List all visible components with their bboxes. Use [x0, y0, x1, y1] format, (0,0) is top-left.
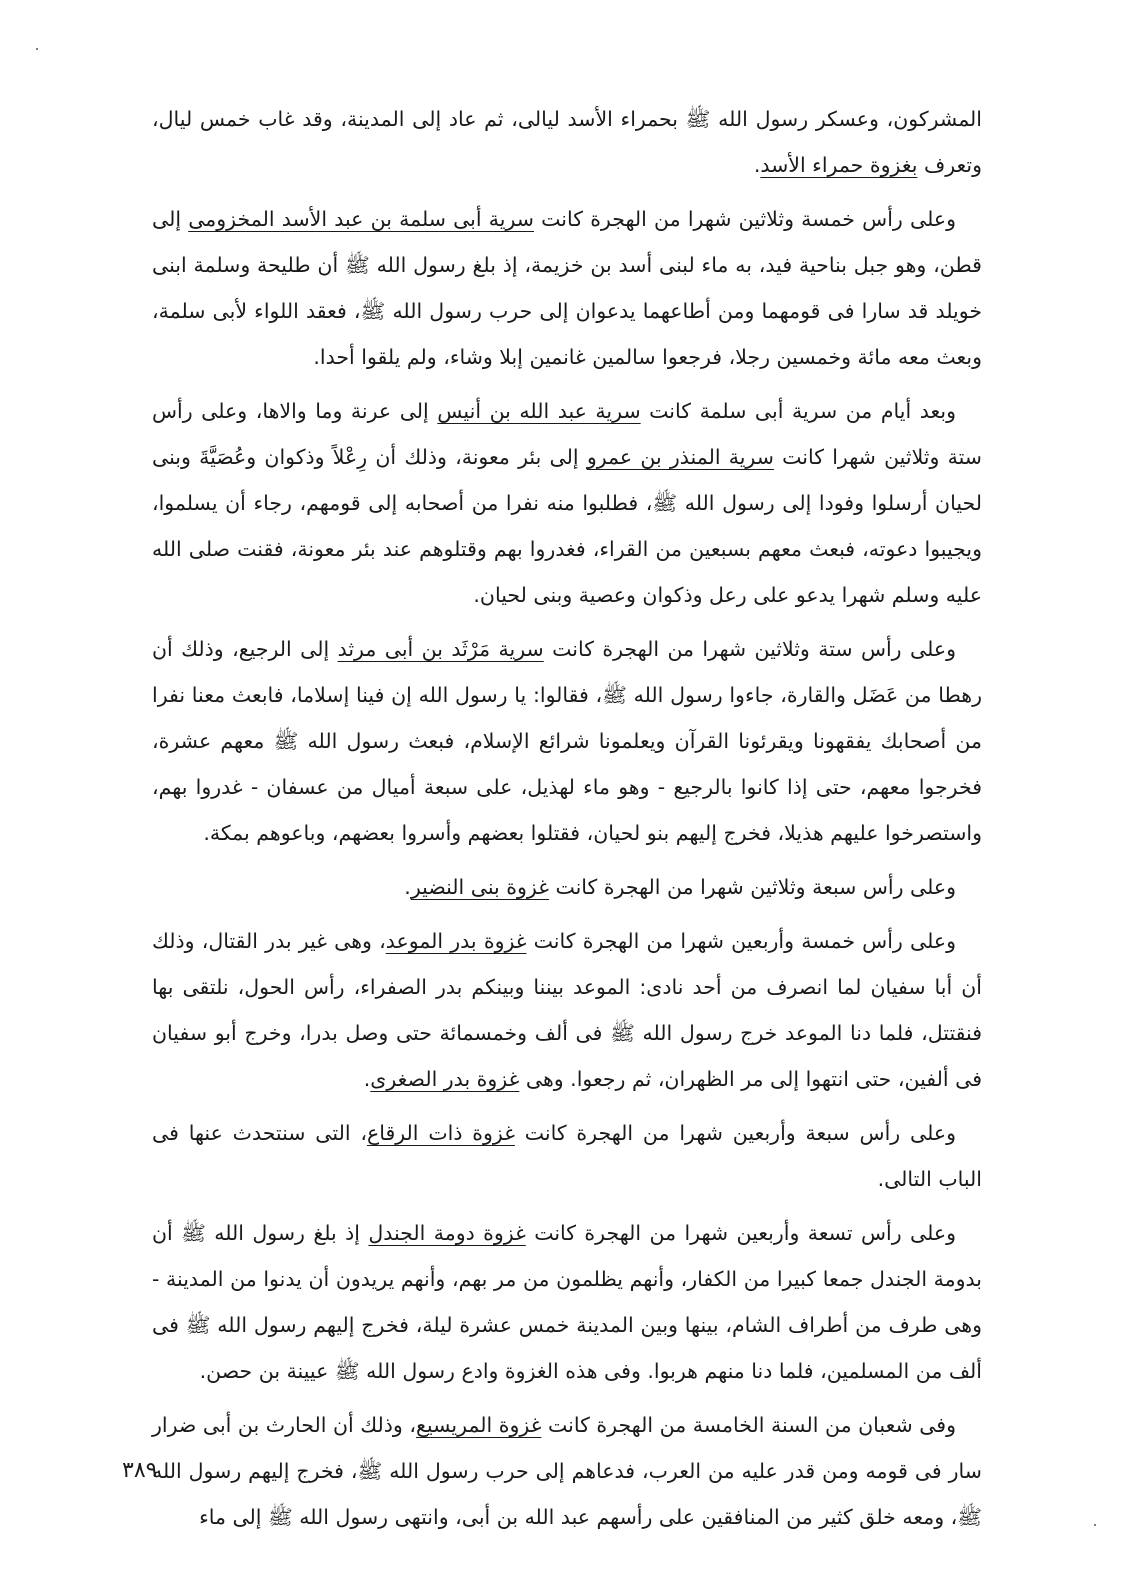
underlined-term: سرية أبى سلمة بن عبد الأسد المخزومى	[188, 207, 534, 231]
text-run: إلى قطن، وهو جبل بناحية فيد، به ماء لبنى أسد بن خزيمة، إذ بلغ رسول الله ﷺ أن طليحة وسلمة ابنى خويلد قد سارا فى قومهما ومن أطاعهما يدعوان إلى حرب رسول الله ﷺ، فعقد اللواء لأبى سلمة، وبعث معه مائة وخمسين رجلا، فرجعوا سالمين غانمين إبلا وشاء، ولم يلقوا أحدا.	[152, 207, 982, 369]
page-number: ٣٨٩	[122, 1458, 158, 1483]
underlined-term: غزوة دومة الجندل	[368, 1221, 526, 1245]
text-run: وفى شعبان من السنة الخامسة من الهجرة كانت	[541, 1413, 957, 1437]
paragraph	[152, 626, 982, 856]
paragraph	[152, 96, 982, 188]
underlined-term: بغزوة حمراء الأسد	[760, 153, 918, 177]
underlined-term: غزوة بنى النضير	[410, 875, 549, 899]
text-run: إلى الرجيع، وذلك أن رهطا من عَضَل والقارة، جاءوا رسول الله ﷺ، فقالوا: يا رسول الله إن فينا إسلاما، فابعث معنا نفرا من أصحابك يفقهونا ويقرئونا القرآن ويعلمونا شرائع الإسلام، فبعث رسول الله ﷺ معهم عشرة، فخرجوا معهم، حتى إذا كانوا بالرجيع - وهو ماء لهذيل، على سبعة أميال من عسفان - غدروا بهم، واستصرخوا عليهم هذيلا، فخرج إليهم بنو لحيان، فقتلوا بعضهم وأسروا بعضهم، وباعوهم بمكة.	[152, 637, 982, 845]
text-run: وعلى رأس سبعة وأربعين شهرا من الهجرة كانت	[514, 1121, 956, 1145]
paragraph	[152, 1110, 982, 1202]
text-run: ، التى سنتحدث عنها فى الباب التالى.	[152, 1121, 982, 1191]
paragraph	[152, 388, 982, 618]
paragraph	[152, 1210, 982, 1394]
underlined-term: غزوة المريسيع	[416, 1413, 542, 1437]
scan-speck	[1094, 1524, 1096, 1526]
text-run: المشركون، وعسكر رسول الله ﷺ بحمراء الأسد ليالى، ثم عاد إلى المدينة، وقد غاب خمس ليال، وتعرف	[152, 107, 982, 177]
underlined-term: سرية المنذر بن عمرو	[586, 445, 774, 469]
text-run: وعلى رأس ستة وثلاثين شهرا من الهجرة كانت	[543, 637, 956, 661]
scan-speck	[36, 48, 38, 50]
paragraph	[152, 918, 982, 1102]
text-run: وعلى رأس تسعة وأربعين شهرا من الهجرة كانت	[525, 1221, 957, 1245]
text-run: إلى بئر معونة، وذلك أن رِعْلاً وذكوان وعُصَيَّةَ وبنى لحيان أرسلوا وفودا إلى رسول الله ﷺ، فطلبوا منه نفرا من أصحابه إلى قومهم، رجاء أن يسلموا، ويجيبوا دعوته، فبعث معهم بسبعين من القراء، فغدروا بهم وقتلوهم عند بئر معونة، فقنت صلى الله عليه وسلم شهرا يدعو على رعل وذكوان وعصية وبنى لحيان.	[152, 445, 982, 607]
underlined-term: غزوة بدر الصغرى	[370, 1067, 520, 1091]
text-run: وعلى رأس خمسة وأربعين شهرا من الهجرة كانت	[526, 929, 956, 953]
paragraph	[152, 196, 982, 380]
text-run: وبعد أيام من سرية أبى سلمة كانت	[640, 399, 956, 423]
underlined-term: سرية عبد الله بن أنيس	[437, 399, 641, 423]
underlined-term: غزوة بدر الموعد	[385, 929, 527, 953]
text-run: ، وذلك أن الحارث بن أبى ضرار سار فى قومه ومن قدر عليه من العرب، فدعاهم إلى حرب رسول الله ﷺ، فخرج إليهم رسول الله ﷺ، ومعه خلق كثير من المنافقين على رأسهم عبد الله بن أبى، وانتهى رسول الله ﷺ إلى ماء	[152, 1413, 982, 1529]
text-run: وعلى رأس سبعة وثلاثين شهرا من الهجرة كانت	[548, 875, 956, 899]
paragraph	[152, 1402, 982, 1540]
underlined-term: سرية مَرْثَد بن أبى مرثد	[337, 637, 544, 661]
underlined-term: غزوة ذات الرقاع	[366, 1121, 515, 1145]
text-run: إلى عرنة وما والاها، وعلى رأس ستة وثلاثين شهرا كانت	[152, 399, 982, 469]
text-run: وعلى رأس خمسة وثلاثين شهرا من الهجرة كانت	[533, 207, 956, 231]
text-run: .	[753, 153, 761, 177]
page-body	[152, 96, 982, 1548]
paragraph	[152, 864, 982, 910]
text-run: ، وهى غير بدر القتال، وذلك أن أبا سفيان لما انصرف من أحد نادى: الموعد بيننا وبينكم بدر الصفراء، رأس الحول، نلتقى بها فنقتتل، فلما دنا الموعد خرج رسول الله ﷺ فى ألف وخمسمائة حتى وصل بدرا، وخرج أبو سفيان فى ألفين، حتى انتهوا إلى مر الظهران، ثم رجعوا. وهى	[152, 929, 982, 1091]
text-run: .	[404, 875, 411, 899]
text-run: إذ بلغ رسول الله ﷺ أن بدومة الجندل جمعا كبيرا من الكفار، وأنهم يظلمون من مر بهم، وأنهم يريدون أن يدنوا من المدينة - وهى طرف من أطراف الشام، بينها وبين المدينة خمس عشرة ليلة، فخرج إليهم رسول الله ﷺ فى ألف من المسلمين، فلما دنا منهم هربوا. وفى هذه الغزوة وادع رسول الله ﷺ عيينة بن حصن.	[152, 1221, 982, 1383]
text-run: .	[363, 1067, 371, 1091]
